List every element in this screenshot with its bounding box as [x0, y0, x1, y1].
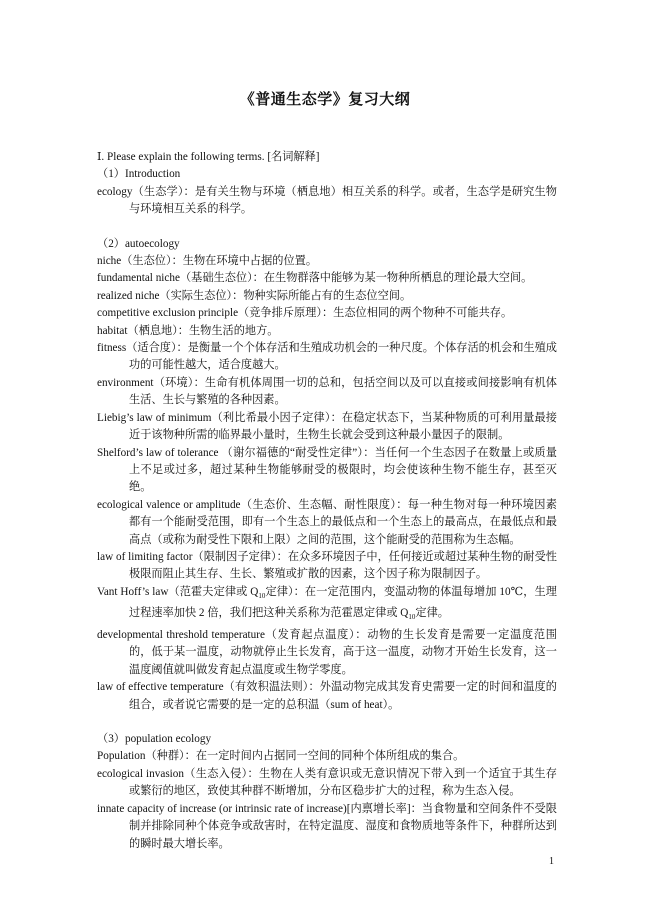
q10-subscript: 10	[258, 591, 266, 600]
subsection-heading-autoecology: （2）autoecology	[97, 237, 180, 250]
document-body	[97, 149, 557, 853]
subsection-heading-population-ecology: （3）population ecology	[97, 733, 212, 746]
term-definition-vant-hoff	[97, 584, 557, 627]
term-definition: habitat（栖息地）：生物生活的地方。	[97, 324, 279, 337]
term-definition: realized niche（实际生态位）：物种实际所能占有的生态位空间。	[97, 289, 412, 302]
term-definition: ecological valence or amplitude（生态价、生态幅、耐性限度）：每一种生物对每一种环境因素都有一个能耐受范围，即有一个生态上的最低点和一个生态上的最高点，在最低点和最高点（或称为耐受性下限和上限）之间的范围，这个能耐受的范围称为生态幅。	[97, 498, 557, 546]
term-definition: innate capacity of increase (or intrinsic rate of increase)[内禀增长率]：当食物量和空间条件不受限制并排除同种个体竞争或敌害时，在特定温度、湿度和食物质地等条件下，种群所达到的瞬时最大增长率。	[97, 802, 557, 850]
section-heading-terms: Ⅰ. Please explain the following terms. [名词解释]	[97, 151, 320, 163]
term-definition: niche（生态位）：生物在环境中占据的位置。	[97, 255, 318, 268]
term-definition: environment（环境）：生命有机体周围一切的总和，包括空间以及可以直接或间接影响有机体生活、生长与繁殖的各种因素。	[97, 376, 557, 407]
term-definition: ecology（生态学）：是有关生物与环境（栖息地）相互关系的科学。或者，生态学是研究生物与环境相互关系的科学。	[97, 185, 557, 216]
vant-text-2: 定律）：在一定范围内，变温动物的体温每增加 10℃，生理过程速率加快 2 倍，我们把这种关系称为范霍恩定律或 Q	[129, 585, 557, 620]
q10-subscript: 10	[408, 613, 416, 622]
term-definition: ecological invasion（生态入侵）：生物在人类有意识或无意识情况下带入到一个适宜于其生存或繁衍的地区，致使其种群不断增加，分布区稳步扩大的过程，称为生态入侵。	[97, 767, 557, 798]
vant-text-3: 定律。	[415, 607, 449, 620]
term-definition: law of effective temperature（有效积温法则）：外温动物完成其发育史需要一定的时间和温度的组合，或者说它需要的是一定的总积温（sum of heat）。	[97, 681, 557, 711]
term-definition: Population（种群）：在一定时间内占据同一空间的同种个体所组成的集合。	[97, 750, 465, 763]
term-definition: competitive exclusion principle（竞争排斥原理）：生态位相同的两个物种不可能共存。	[97, 307, 513, 320]
term-definition: Shelford’s law of tolerance （谢尔福德的“耐受性定律”）：当任何一个生态因子在数量上或质量上不足或过多，超过某种生物能够耐受的极限时，均会使该种生物不能生存，甚至灭绝。	[97, 446, 557, 494]
page-title: 《普通生态学》复习大纲	[239, 90, 411, 108]
term-definition: law of limiting factor（限制因子定律）：在众多环境因子中，任何接近或超过某种生物的耐受性极限而阻止其生存、生长、繁殖或扩散的因素，这个因子称为限制因子。	[97, 550, 557, 581]
term-definition: fitness（适合度）：是衡量一个个体存活和生殖成功机会的一种尺度。个体存活的机会和生殖成功的可能性越大，适合度越大。	[97, 342, 557, 372]
page-number: 1	[549, 856, 554, 867]
term-definition: Liebig’s law of minimum（利比希最小因子定律）：在稳定状态下，当某种物质的可利用量最接近于该物种所需的临界最小量时，生物生长就会受到这种最小量因子的限制。	[97, 411, 557, 442]
spacer	[97, 714, 557, 731]
vant-text-1: Vant Hoff’s law（范霍夫定律或 Q	[97, 585, 259, 598]
term-definition: fundamental niche（基础生态位）：在生物群落中能够为某一物种所栖息的理论最大空间。	[97, 272, 533, 285]
spacer	[97, 219, 557, 236]
subsection-heading-introduction: （1）Introduction	[97, 168, 181, 181]
term-definition: developmental threshold temperature（发育起点温度）：动物的生长发育是需要一定温度范围的，低于某一温度，动物就停止生长发育，高于这一温度，动物才开始生长发育，这一温度阈值就叫做发育起点温度或生物学零度。	[97, 629, 557, 676]
